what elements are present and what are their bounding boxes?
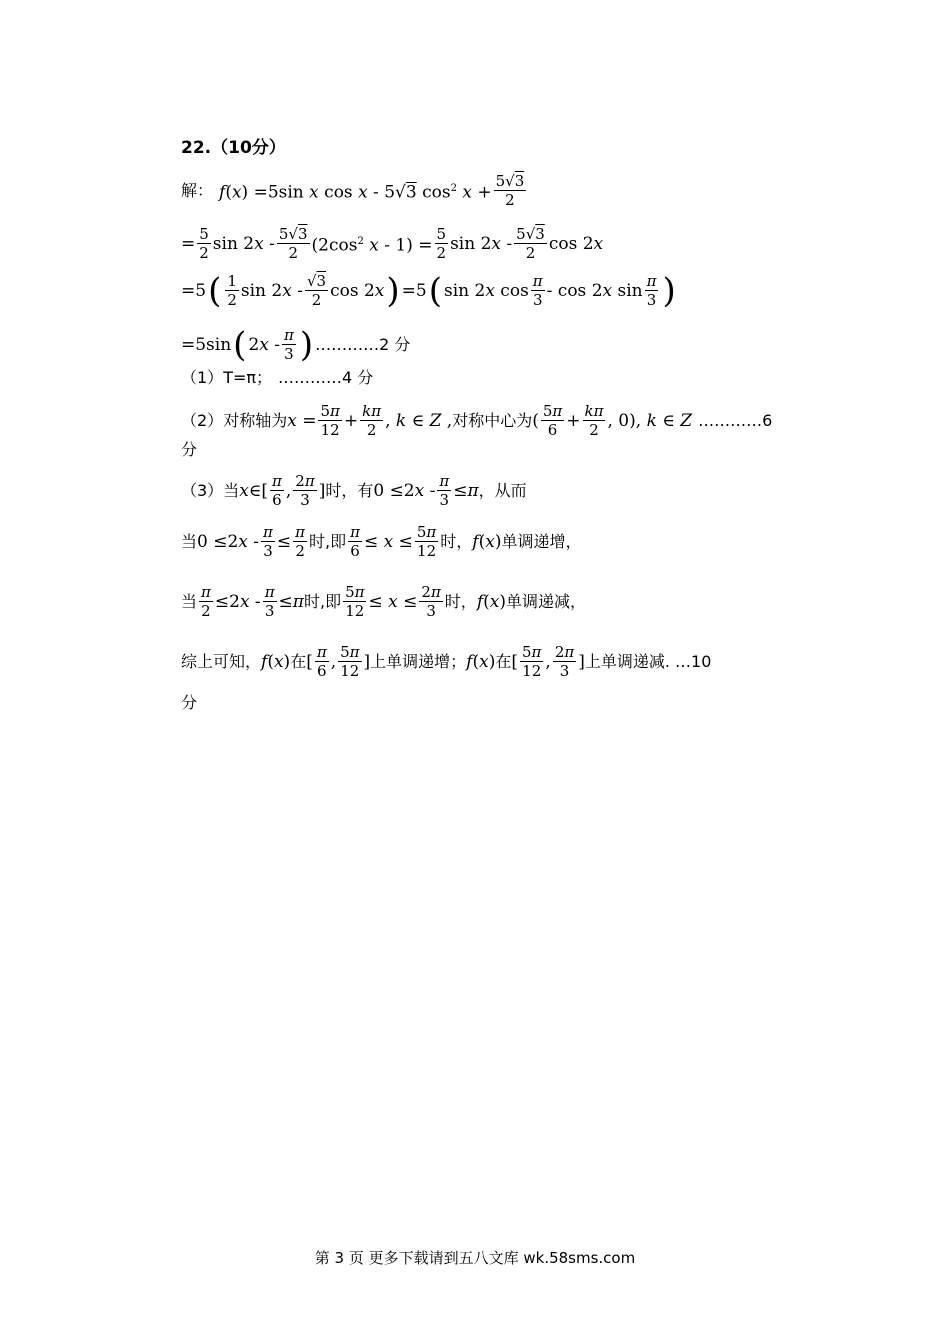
when-text: 当 <box>181 531 198 551</box>
fraction: $\frac{\pi}{6}$ <box>316 643 327 680</box>
fraction: $\frac{\pi}{2}$ <box>295 523 306 560</box>
fraction: $\frac{√3}{2}$ <box>306 272 327 309</box>
fraction: $\frac{5\pi}{12}$ <box>522 643 542 680</box>
part-1-answer: T=π； <box>223 368 273 387</box>
fraction: $\frac{2\pi}{3}$ <box>295 472 315 509</box>
solution-label: 解： <box>181 180 214 200</box>
part-2-fen <box>181 440 197 460</box>
then-text: 时，有 <box>325 480 374 500</box>
formula-fx-def: f(x) =5sin x cos x - 5√3 $\cos^2 x$ + <box>219 182 492 203</box>
summary-fen <box>181 693 197 713</box>
decreasing-text: 单调递减， <box>505 591 586 611</box>
fraction: $\frac{k\pi}{2}$ <box>584 402 604 439</box>
fraction: $\frac{5\pi}{12}$ <box>345 583 365 620</box>
solution-line-1 <box>181 172 528 209</box>
fraction: $\frac{\pi}{3}$ <box>284 326 294 363</box>
thus-text: ，从而 <box>478 480 527 500</box>
when-text: 当 <box>181 591 198 611</box>
shi-ji-text: 时,即 <box>303 591 342 611</box>
problem-number: 22. <box>181 138 212 158</box>
fraction: $\frac{5}{2}$ <box>199 225 209 262</box>
fraction: $\frac{k\pi}{2}$ <box>362 402 382 439</box>
fraction: $\frac{\pi}{2}$ <box>201 583 211 620</box>
part-2-label: （2） <box>181 410 224 430</box>
fraction: $\frac{5\pi}{6}$ <box>542 402 563 439</box>
score-marker-4: …………4 分 <box>278 368 374 387</box>
part-3-label: （3） <box>181 480 224 500</box>
zai-text: 在 <box>290 651 307 671</box>
fraction: $\frac{\pi}{6}$ <box>272 472 282 509</box>
part-1 <box>181 368 373 388</box>
decreasing-case: 当 $\frac{\pi}{2}$ ≤2x - $\frac{\pi}{3}$ ≤π 时,即 $\frac{5\pi}{12}$ ≤ x ≤ $\frac{2\pi}{3}$ 时， f(x) 单调递减， <box>181 583 586 620</box>
shi-text: 时， <box>444 591 477 611</box>
fraction: $\frac{2\pi}{3}$ <box>554 643 575 680</box>
when-text: 当 <box>223 480 240 500</box>
solution-line-3: =5 ( $\frac{1}{2}$ sin 2x - $\frac{√3}{2}$ cos 2x ) =5 ( sin 2x cos $\frac{\pi}{3}$ - cos 2x sin $\frac{\pi}{3}$ ) <box>181 270 676 311</box>
summary: 综上可知， f(x) 在 [ $\frac{\pi}{6}$ , $\frac{5\pi}{12}$ ] 上单调递增； f(x) 在 [ $\frac{5\pi}{12}$ , $\frac{2\pi}{3}$ ] 上单调递减. …10 <box>181 643 712 680</box>
fraction: $\frac{\pi}{3}$ <box>646 272 657 309</box>
problem-heading <box>181 138 286 158</box>
fraction: $\frac{\pi}{6}$ <box>350 523 360 560</box>
problem-points: （10分） <box>211 138 286 158</box>
fraction: $\frac{5\pi}{12}$ <box>340 643 360 680</box>
shi-text: 时， <box>440 531 473 551</box>
fen-last-text: 分 <box>181 693 198 712</box>
fraction: $\frac{\pi}{3}$ <box>263 523 273 560</box>
zai-text: 在 <box>495 651 512 671</box>
axis-label: 对称轴为 <box>223 410 288 430</box>
increasing-case: 当 0 ≤2x - $\frac{\pi}{3}$ ≤ $\frac{\pi}{2}$ 时,即 $\frac{\pi}{6}$ ≤ x ≤ $\frac{5\pi}{12}$ 时， f(x) 单调递增， <box>181 523 582 560</box>
fraction: $\frac{5√3}{2}$ <box>495 172 525 209</box>
fraction: $\frac{5√3}{2}$ <box>278 225 308 262</box>
fraction: $\frac{5√3}{2}$ <box>516 225 545 262</box>
center-label: 对称中心为 <box>452 410 533 430</box>
part-3: （3） 当 x∈[ $\frac{\pi}{6}$ , $\frac{2\pi}{3}$ ] 时，有 0 ≤2x - $\frac{\pi}{3}$ ≤π ，从而 <box>181 472 527 509</box>
fraction: $\frac{\pi}{3}$ <box>532 272 543 309</box>
fraction: $\frac{1}{2}$ <box>227 272 237 309</box>
part-2: （2） 对称轴为 x = $\frac{5\pi}{12}$ + $\frac{k\pi}{2}$ , k ∈ Z , 对称中心为 ( $\frac{5\pi}{6}$ + $\frac{k\pi}{2}$ , 0), k ∈ Z …………6 <box>181 402 773 439</box>
fraction: $\frac{5\pi}{12}$ <box>416 523 437 560</box>
summary-inc: 上单调递增； <box>370 651 467 671</box>
increasing-text: 单调递增， <box>501 531 582 551</box>
fen-text: 分 <box>181 440 198 459</box>
fraction: $\frac{2\pi}{3}$ <box>421 583 441 620</box>
fraction: $\frac{5}{2}$ <box>436 225 447 262</box>
score-marker-2: …………2 分 <box>315 334 411 354</box>
summary-dec: 上单调递减. …10 <box>584 651 712 671</box>
fraction: $\frac{\pi}{3}$ <box>439 472 450 509</box>
fraction: $\frac{5\pi}{12}$ <box>320 402 340 439</box>
solution-line-4: =5sin ( 2x - $\frac{\pi}{3}$ ) …………2 分 <box>181 324 411 365</box>
fraction: $\frac{\pi}{3}$ <box>264 583 275 620</box>
solution-line-2: = $\frac{5}{2}$ sin 2x - $\frac{5√3}{2}$ ($2\cos^2$ x - 1) = $\frac{5}{2}$ sin 2x - $\frac{5√3}{2}$ cos 2x <box>181 225 604 262</box>
part-1-label: （1） <box>181 368 224 387</box>
score-marker-6: …………6 <box>698 410 773 430</box>
summary-start: 综上可知， <box>181 651 262 671</box>
page-footer: 第 3 页 更多下载请到五八文库 wk.58sms.com <box>314 1249 636 1267</box>
shi-ji-text: 时,即 <box>309 531 347 551</box>
